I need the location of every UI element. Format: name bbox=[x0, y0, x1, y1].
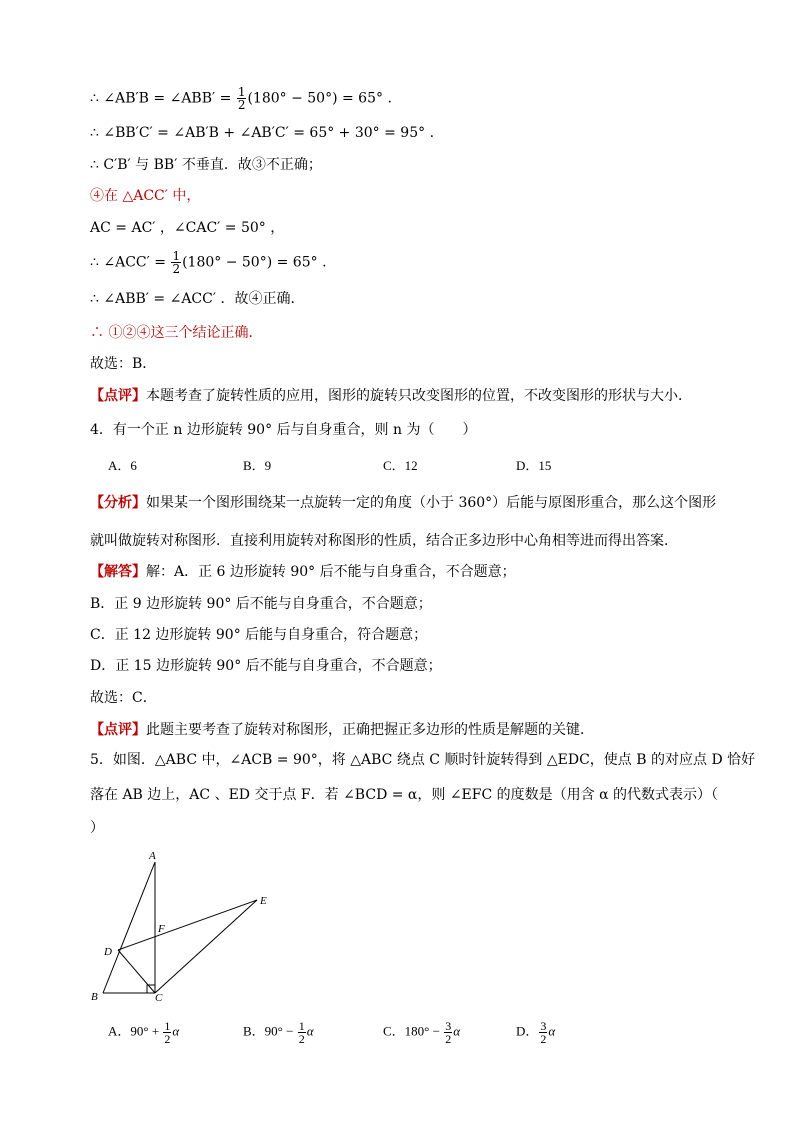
q4-option-c: C．12 bbox=[383, 458, 418, 473]
fraction bbox=[171, 250, 181, 275]
option-pre: A．90° + bbox=[108, 1023, 163, 1039]
eq-tail: (180° − 50°) = 65° . bbox=[247, 90, 392, 107]
q4-stem: 4．有一个正 n 边形旋转 90° 后与自身重合，则 n 为（ ） bbox=[90, 422, 477, 438]
q4-answer: 故选：C． bbox=[90, 690, 157, 706]
frac-num: 1 bbox=[298, 1019, 305, 1033]
frac-num: 3 bbox=[445, 1019, 452, 1033]
solution-line-2: ∴ ∠BB′C′ = ∠AB′B + ∠AB′C′ = 65° + 30° = 95° . bbox=[90, 125, 435, 141]
comment-text: 此题主要考查了旋转对称图形，正确把握正多边形的性质是解题的关键． bbox=[146, 722, 594, 738]
frac-num: 3 bbox=[540, 1019, 547, 1033]
solution-line-4: ④在 △ACC′ 中， bbox=[90, 188, 201, 204]
option-pre: B．90° − bbox=[243, 1023, 297, 1039]
right-angle-mark bbox=[147, 985, 155, 993]
option-pre: D． bbox=[516, 1023, 539, 1039]
segment-de bbox=[118, 900, 257, 950]
q4-solution-2: B．正 9 边形旋转 90° 后不能与自身重合，不合题意； bbox=[90, 596, 432, 612]
solution-line-3: ∴ C′B′ 与 BB′ 不垂直．故③不正确； bbox=[90, 157, 322, 173]
q5-option-c bbox=[383, 1020, 460, 1045]
q4-analysis-2: 就叫做旋转对称图形．直接利用旋转对称图形的性质，结合正多边形中心角相等进而得出答案． bbox=[90, 533, 678, 549]
frac-den: 2 bbox=[237, 98, 246, 112]
label-b: B bbox=[91, 991, 98, 1003]
label-c: C bbox=[155, 992, 163, 1004]
frac-num: 1 bbox=[237, 85, 246, 99]
option-pre: C．180° − bbox=[383, 1023, 444, 1039]
comment-tag: 【点评】 bbox=[90, 388, 146, 404]
frac-num: 1 bbox=[172, 249, 181, 263]
answer-line: 故选：B． bbox=[90, 356, 157, 372]
q5-option-b bbox=[243, 1020, 314, 1045]
q4-solution-4: D．正 15 边形旋转 90° 后不能与自身重合，不合题意； bbox=[90, 658, 442, 674]
solution-line-8: ∴ ①②④这三个结论正确． bbox=[90, 325, 263, 341]
option-post: α bbox=[453, 1023, 461, 1039]
option-post: α bbox=[172, 1023, 180, 1039]
frac-den: 2 bbox=[445, 1032, 452, 1046]
solution-line-5: AC = AC′ ，∠CAC′ = 50° ， bbox=[90, 220, 285, 236]
q4-solution-1 bbox=[90, 562, 516, 582]
segment-ec bbox=[155, 900, 257, 993]
segment-ab bbox=[103, 862, 155, 993]
label-d: D bbox=[104, 946, 112, 958]
q4-analysis-1 bbox=[90, 493, 716, 513]
solution-line-1 bbox=[90, 86, 392, 111]
label-f: F bbox=[158, 923, 165, 935]
comment-tag: 【点评】 bbox=[90, 722, 146, 738]
q5-stem-2: 落在 AB 边上，AC 、ED 交于点 F．若 ∠BCD = α，则 ∠EFC 的度数是（用含 α 的代数式表示）（ bbox=[90, 787, 719, 803]
q5-option-d bbox=[516, 1020, 555, 1045]
label-a: A bbox=[149, 850, 156, 862]
q4-option-b: B．9 bbox=[243, 458, 272, 473]
q4-option-a: A．6 bbox=[108, 458, 137, 473]
frac-den: 2 bbox=[164, 1032, 171, 1046]
q5-stem-3: ） bbox=[90, 820, 104, 836]
q4-solution-3: C．正 12 边形旋转 90° 后能与自身重合，符合题意； bbox=[90, 627, 428, 643]
segment-dc bbox=[118, 950, 155, 993]
option-post: α bbox=[548, 1023, 556, 1039]
fraction bbox=[237, 86, 247, 111]
q4-option-d: D．15 bbox=[516, 458, 552, 473]
frac-den: 2 bbox=[540, 1032, 547, 1046]
option-post: α bbox=[306, 1023, 314, 1039]
eq-tail: (180° − 50°) = 65° . bbox=[182, 254, 327, 271]
q5-stem-1: 5．如图．△ABC 中，∠ACB = 90°，将 △ABC 绕点 C 顺时针旋转得到 △EDC，使点 B 的对应点 D 恰好 bbox=[90, 752, 756, 768]
fraction bbox=[444, 1020, 452, 1045]
label-e: E bbox=[260, 895, 267, 907]
solution-line-6 bbox=[90, 250, 327, 275]
eq-text: ∴ ∠AB′B = ∠ABB′ = bbox=[90, 90, 236, 107]
frac-den: 2 bbox=[298, 1032, 305, 1046]
comment-line bbox=[90, 386, 692, 406]
fraction bbox=[539, 1020, 547, 1045]
fraction bbox=[298, 1020, 306, 1045]
q5-option-a bbox=[108, 1020, 179, 1045]
eq-text: ∴ ∠ACC′ = bbox=[90, 254, 171, 271]
solution-text: 解：A．正 6 边形旋转 90° 后不能与自身重合，不合题意； bbox=[146, 564, 516, 580]
frac-num: 1 bbox=[164, 1019, 171, 1033]
frac-den: 2 bbox=[172, 262, 181, 276]
q4-comment bbox=[90, 720, 594, 740]
analysis-tag: 【分析】 bbox=[90, 495, 146, 511]
fraction bbox=[163, 1020, 171, 1045]
comment-text: 本题考查了旋转性质的应用，图形的旋转只改变图形的位置，不改变图形的形状与大小． bbox=[146, 388, 692, 404]
solution-line-7: ∴ ∠ABB′ = ∠ACC′ ．故④正确． bbox=[90, 291, 305, 307]
analysis-text: 如果某一个图形围绕某一点旋转一定的角度（小于 360°）后能与原图形重合，那么这个图形 bbox=[146, 495, 717, 511]
solution-tag: 【解答】 bbox=[90, 564, 146, 580]
